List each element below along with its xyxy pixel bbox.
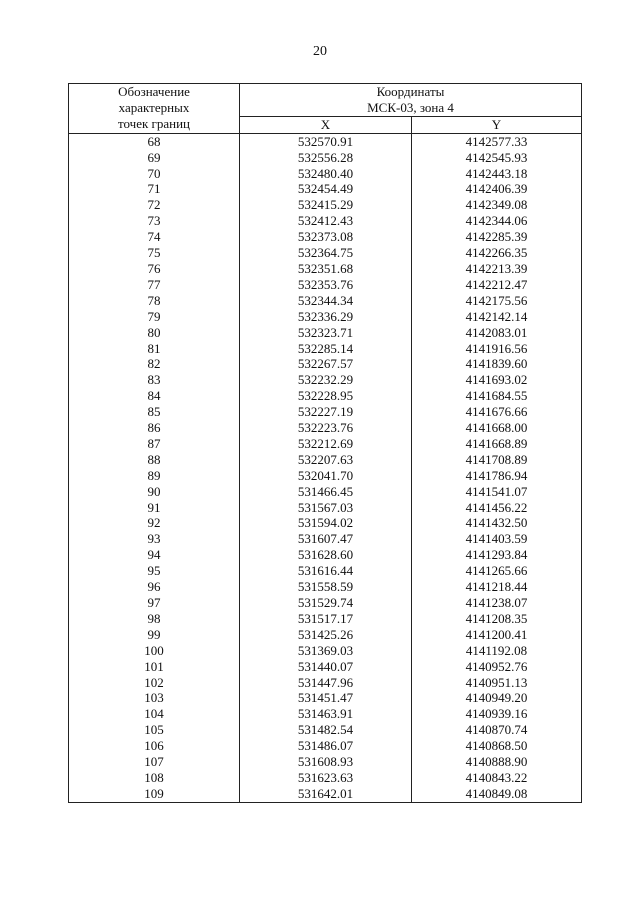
coordinates-table [68, 83, 582, 803]
y-coordinate-cell: 4141668.00 [412, 420, 582, 436]
x-coordinate-cell: 532267.57 [240, 356, 412, 372]
y-coordinate-cell: 4141218.44 [412, 579, 582, 595]
point-id-cell: 76 [69, 261, 240, 277]
point-id-cell: 83 [69, 372, 240, 388]
y-coordinate-cell: 4141403.59 [412, 531, 582, 547]
y-coordinate-cell: 4142443.18 [412, 166, 582, 182]
table-row [69, 484, 582, 500]
header-designation-line-1: Обозначение [118, 84, 190, 99]
y-coordinate-cell: 4140951.13 [412, 675, 582, 691]
x-coordinate-cell: 531567.03 [240, 500, 412, 516]
y-coordinate-cell: 4140952.76 [412, 659, 582, 675]
point-id-cell: 77 [69, 277, 240, 293]
x-coordinate-cell: 532412.43 [240, 213, 412, 229]
table-row [69, 245, 582, 261]
x-coordinate-cell: 531628.60 [240, 547, 412, 563]
table-row [69, 595, 582, 611]
point-id-cell: 105 [69, 722, 240, 738]
table-row [69, 277, 582, 293]
x-coordinate-cell: 531517.17 [240, 611, 412, 627]
x-coordinate-cell: 531558.59 [240, 579, 412, 595]
point-id-cell: 95 [69, 563, 240, 579]
y-coordinate-cell: 4141456.22 [412, 500, 582, 516]
point-id-cell: 100 [69, 643, 240, 659]
x-coordinate-cell: 531369.03 [240, 643, 412, 659]
y-coordinate-cell: 4142266.35 [412, 245, 582, 261]
y-coordinate-cell: 4141786.94 [412, 468, 582, 484]
y-coordinate-cell: 4142344.06 [412, 213, 582, 229]
x-coordinate-cell: 531482.54 [240, 722, 412, 738]
x-coordinate-cell: 531440.07 [240, 659, 412, 675]
point-id-cell: 85 [69, 404, 240, 420]
y-coordinate-cell: 4141916.56 [412, 341, 582, 357]
y-coordinate-cell: 4141708.89 [412, 452, 582, 468]
point-id-cell: 102 [69, 675, 240, 691]
y-coordinate-cell: 4140849.08 [412, 786, 582, 802]
table-row [69, 627, 582, 643]
x-coordinate-cell: 532323.71 [240, 325, 412, 341]
table-row [69, 166, 582, 182]
header-col-y: Y [412, 116, 582, 133]
y-coordinate-cell: 4142545.93 [412, 150, 582, 166]
table-row [69, 325, 582, 341]
table-row [69, 547, 582, 563]
y-coordinate-cell: 4140870.74 [412, 722, 582, 738]
header-designation-line-2: характерных [118, 99, 190, 115]
point-id-cell: 88 [69, 452, 240, 468]
y-coordinate-cell: 4140868.50 [412, 738, 582, 754]
table-row [69, 786, 582, 802]
point-id-cell: 94 [69, 547, 240, 563]
table-row [69, 372, 582, 388]
table-row [69, 197, 582, 213]
y-coordinate-cell: 4142142.14 [412, 309, 582, 325]
point-id-cell: 103 [69, 690, 240, 706]
table-row [69, 531, 582, 547]
header-col-x: X [240, 116, 412, 133]
x-coordinate-cell: 532336.29 [240, 309, 412, 325]
x-coordinate-cell: 532415.29 [240, 197, 412, 213]
x-coordinate-cell: 531463.91 [240, 706, 412, 722]
point-id-cell: 79 [69, 309, 240, 325]
x-coordinate-cell: 532041.70 [240, 468, 412, 484]
y-coordinate-cell: 4142083.01 [412, 325, 582, 341]
point-id-cell: 101 [69, 659, 240, 675]
point-id-cell: 107 [69, 754, 240, 770]
table-row [69, 181, 582, 197]
y-coordinate-cell: 4140843.22 [412, 770, 582, 786]
x-coordinate-cell: 532223.76 [240, 420, 412, 436]
point-id-cell: 109 [69, 786, 240, 802]
y-coordinate-cell: 4142213.39 [412, 261, 582, 277]
point-id-cell: 72 [69, 197, 240, 213]
table-row [69, 261, 582, 277]
table-row [69, 309, 582, 325]
x-coordinate-cell: 531608.93 [240, 754, 412, 770]
table-row [69, 690, 582, 706]
point-id-cell: 99 [69, 627, 240, 643]
table-row [69, 213, 582, 229]
y-coordinate-cell: 4141293.84 [412, 547, 582, 563]
table-row [69, 150, 582, 166]
x-coordinate-cell: 531529.74 [240, 595, 412, 611]
y-coordinate-cell: 4142349.08 [412, 197, 582, 213]
table-row [69, 293, 582, 309]
x-coordinate-cell: 532364.75 [240, 245, 412, 261]
table-header [69, 84, 582, 134]
y-coordinate-cell: 4142175.56 [412, 293, 582, 309]
table-row [69, 229, 582, 245]
x-coordinate-cell: 531607.47 [240, 531, 412, 547]
y-coordinate-cell: 4141676.66 [412, 404, 582, 420]
y-coordinate-cell: 4142285.39 [412, 229, 582, 245]
x-coordinate-cell: 531616.44 [240, 563, 412, 579]
table-row [69, 675, 582, 691]
x-coordinate-cell: 531466.45 [240, 484, 412, 500]
x-coordinate-cell: 531623.63 [240, 770, 412, 786]
x-coordinate-cell: 532454.49 [240, 181, 412, 197]
table-row [69, 754, 582, 770]
header-coordinates-title: Координаты [376, 84, 445, 99]
point-id-cell: 73 [69, 213, 240, 229]
point-id-cell: 80 [69, 325, 240, 341]
point-id-cell: 104 [69, 706, 240, 722]
table-row [69, 133, 582, 149]
table-row [69, 404, 582, 420]
y-coordinate-cell: 4140888.90 [412, 754, 582, 770]
x-coordinate-cell: 532232.29 [240, 372, 412, 388]
point-id-cell: 89 [69, 468, 240, 484]
x-coordinate-cell: 531425.26 [240, 627, 412, 643]
point-id-cell: 92 [69, 515, 240, 531]
table-row [69, 356, 582, 372]
point-id-cell: 71 [69, 181, 240, 197]
table-row [69, 611, 582, 627]
table-row [69, 643, 582, 659]
x-coordinate-cell: 531486.07 [240, 738, 412, 754]
table-row [69, 436, 582, 452]
y-coordinate-cell: 4140949.20 [412, 690, 582, 706]
x-coordinate-cell: 532207.63 [240, 452, 412, 468]
table-row [69, 706, 582, 722]
header-designation [69, 84, 240, 134]
point-id-cell: 81 [69, 341, 240, 357]
table-row [69, 770, 582, 786]
x-coordinate-cell: 531451.47 [240, 690, 412, 706]
table-row [69, 579, 582, 595]
x-coordinate-cell: 531594.02 [240, 515, 412, 531]
x-coordinate-cell: 532480.40 [240, 166, 412, 182]
table-row [69, 563, 582, 579]
table-row [69, 722, 582, 738]
y-coordinate-cell: 4141192.08 [412, 643, 582, 659]
point-id-cell: 91 [69, 500, 240, 516]
table-row [69, 659, 582, 675]
x-coordinate-cell: 531447.96 [240, 675, 412, 691]
point-id-cell: 96 [69, 579, 240, 595]
point-id-cell: 97 [69, 595, 240, 611]
x-coordinate-cell: 532556.28 [240, 150, 412, 166]
point-id-cell: 78 [69, 293, 240, 309]
point-id-cell: 87 [69, 436, 240, 452]
x-coordinate-cell: 532351.68 [240, 261, 412, 277]
x-coordinate-cell: 532373.08 [240, 229, 412, 245]
x-coordinate-cell: 532353.76 [240, 277, 412, 293]
page-number: 20 [313, 44, 327, 59]
point-id-cell: 69 [69, 150, 240, 166]
x-coordinate-cell: 532344.34 [240, 293, 412, 309]
y-coordinate-cell: 4141839.60 [412, 356, 582, 372]
y-coordinate-cell: 4142406.39 [412, 181, 582, 197]
y-coordinate-cell: 4141684.55 [412, 388, 582, 404]
point-id-cell: 75 [69, 245, 240, 261]
y-coordinate-cell: 4141693.02 [412, 372, 582, 388]
point-id-cell: 98 [69, 611, 240, 627]
point-id-cell: 108 [69, 770, 240, 786]
table-row [69, 388, 582, 404]
point-id-cell: 68 [69, 133, 240, 149]
point-id-cell: 93 [69, 531, 240, 547]
x-coordinate-cell: 532285.14 [240, 341, 412, 357]
point-id-cell: 90 [69, 484, 240, 500]
x-coordinate-cell: 532212.69 [240, 436, 412, 452]
point-id-cell: 82 [69, 356, 240, 372]
header-coordinate-system: МСК-03, зона 4 [367, 99, 454, 115]
y-coordinate-cell: 4141668.89 [412, 436, 582, 452]
table-row [69, 420, 582, 436]
point-id-cell: 86 [69, 420, 240, 436]
table-row [69, 452, 582, 468]
table-body [69, 133, 582, 802]
y-coordinate-cell: 4141432.50 [412, 515, 582, 531]
table-row [69, 500, 582, 516]
x-coordinate-cell: 532570.91 [240, 133, 412, 149]
x-coordinate-cell: 531642.01 [240, 786, 412, 802]
x-coordinate-cell: 532228.95 [240, 388, 412, 404]
point-id-cell: 106 [69, 738, 240, 754]
y-coordinate-cell: 4142212.47 [412, 277, 582, 293]
y-coordinate-cell: 4141208.35 [412, 611, 582, 627]
y-coordinate-cell: 4142577.33 [412, 133, 582, 149]
y-coordinate-cell: 4140939.16 [412, 706, 582, 722]
point-id-cell: 70 [69, 166, 240, 182]
table-row [69, 738, 582, 754]
x-coordinate-cell: 532227.19 [240, 404, 412, 420]
y-coordinate-cell: 4141238.07 [412, 595, 582, 611]
point-id-cell: 84 [69, 388, 240, 404]
y-coordinate-cell: 4141265.66 [412, 563, 582, 579]
y-coordinate-cell: 4141541.07 [412, 484, 582, 500]
table-row [69, 341, 582, 357]
y-coordinate-cell: 4141200.41 [412, 627, 582, 643]
header-designation-line-3: точек границ [117, 115, 191, 131]
table-row [69, 468, 582, 484]
table-row [69, 515, 582, 531]
point-id-cell: 74 [69, 229, 240, 245]
header-coordinates [240, 84, 582, 117]
